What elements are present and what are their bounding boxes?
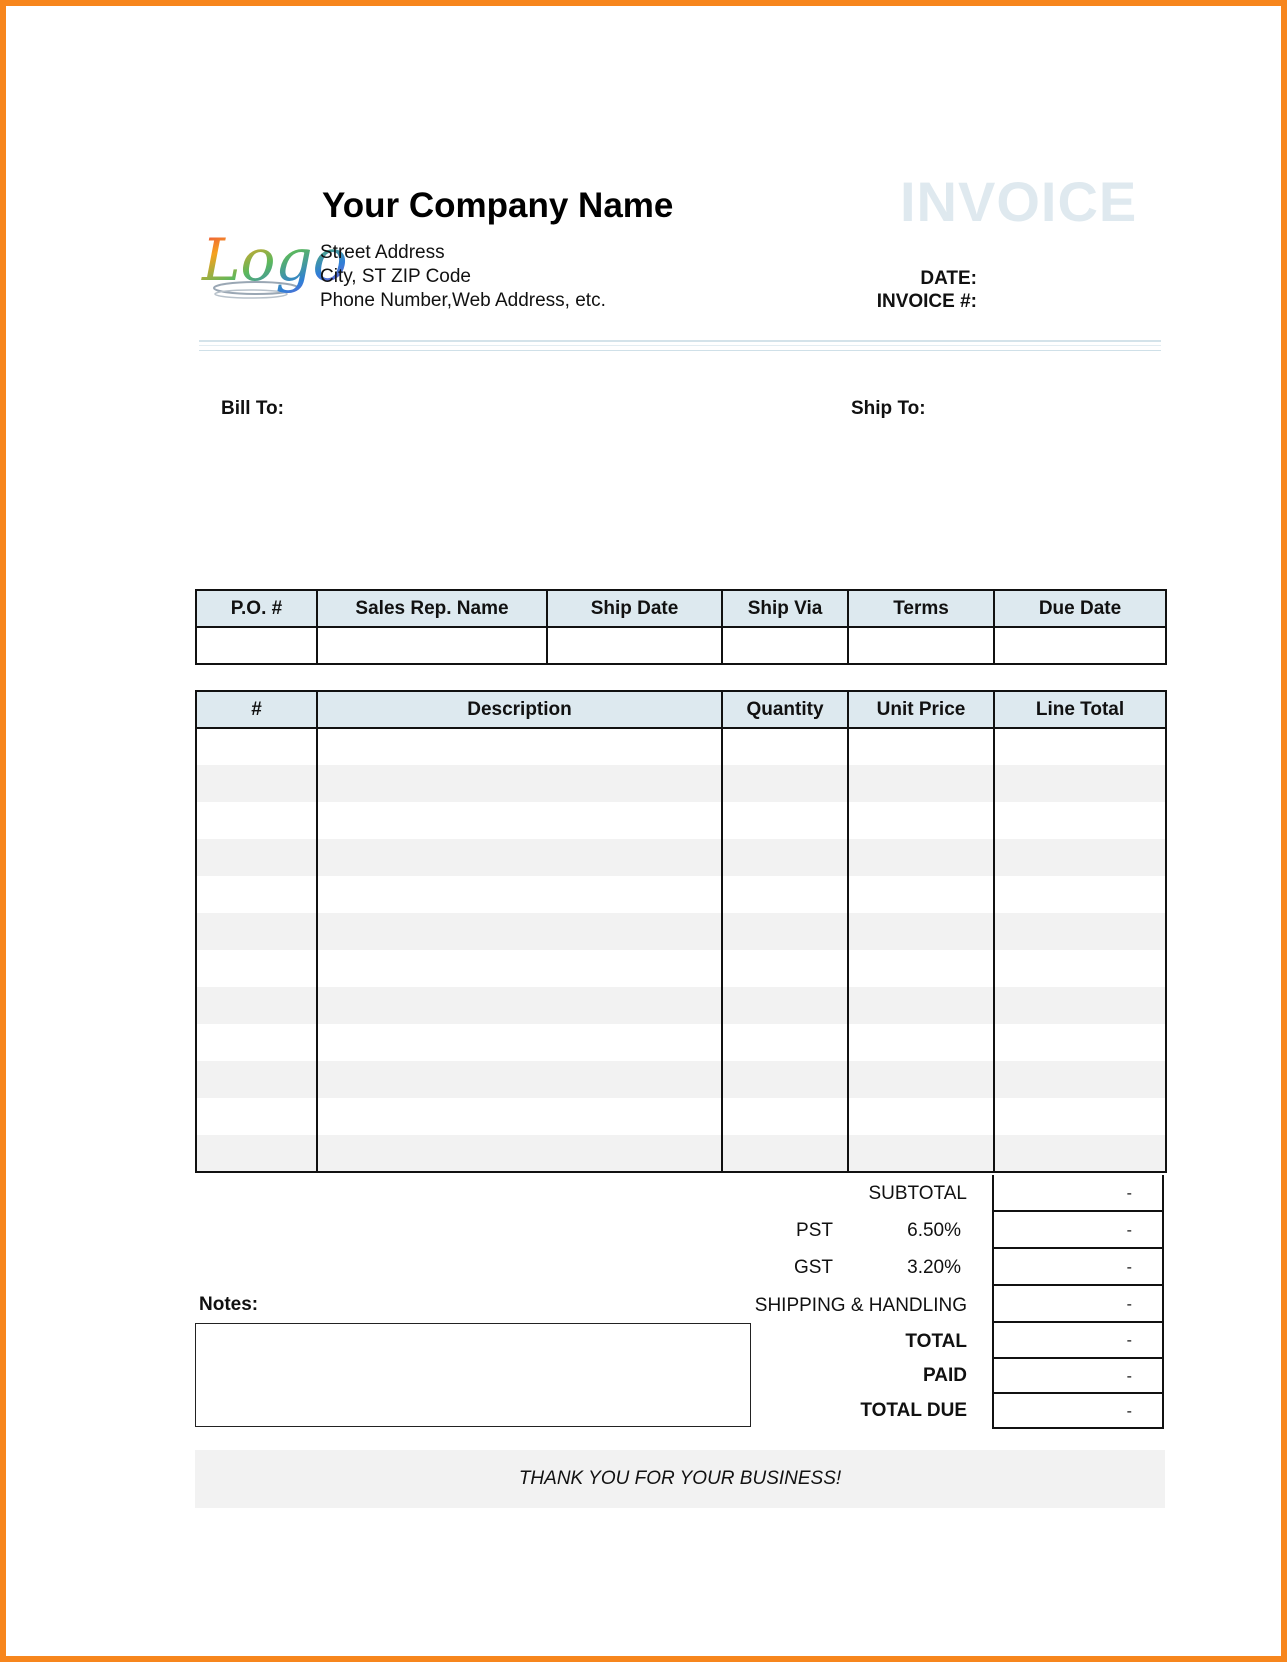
item-number-cell[interactable] xyxy=(196,1024,317,1061)
header-divider xyxy=(199,340,1161,342)
header-po-number: P.O. # xyxy=(196,590,317,627)
quantity-cell[interactable] xyxy=(722,1135,848,1172)
svg-text:Logo: Logo xyxy=(202,226,348,294)
quantity-cell[interactable] xyxy=(722,876,848,913)
ship-via-cell[interactable] xyxy=(722,627,848,664)
description-cell[interactable] xyxy=(317,728,722,765)
quantity-cell[interactable] xyxy=(722,802,848,839)
quantity-cell[interactable] xyxy=(722,728,848,765)
item-number-cell[interactable] xyxy=(196,987,317,1024)
table-row xyxy=(196,1135,1166,1172)
invoice-number-label: INVOICE #: xyxy=(876,291,977,312)
item-number-cell[interactable] xyxy=(196,802,317,839)
item-number-cell[interactable] xyxy=(196,913,317,950)
header-divider-thin xyxy=(199,350,1161,351)
item-number-cell[interactable] xyxy=(196,839,317,876)
header-due-date: Due Date xyxy=(994,590,1166,627)
line-total-cell[interactable] xyxy=(994,1061,1166,1098)
item-rows xyxy=(196,728,1166,1172)
header-ship-date: Ship Date xyxy=(547,590,722,627)
line-total-cell[interactable] xyxy=(994,1135,1166,1172)
table-row xyxy=(196,1098,1166,1135)
description-cell[interactable] xyxy=(317,1135,722,1172)
header-unit-price: Unit Price xyxy=(848,691,994,728)
item-number-cell[interactable] xyxy=(196,950,317,987)
ship-date-cell[interactable] xyxy=(547,627,722,664)
total-due-value: - xyxy=(992,1394,1164,1429)
subtotal-label: SUBTOTAL xyxy=(868,1183,967,1204)
date-label: DATE: xyxy=(920,268,977,289)
line-total-cell[interactable] xyxy=(994,1024,1166,1061)
total-label: TOTAL xyxy=(905,1331,967,1352)
unit-price-cell[interactable] xyxy=(848,802,994,839)
shipping-label: SHIPPING & HANDLING xyxy=(754,1295,967,1316)
pst-rate: 6.50% xyxy=(907,1220,961,1241)
order-info-table xyxy=(195,589,1167,665)
company-logo-icon xyxy=(196,196,348,308)
paid-value: - xyxy=(992,1359,1164,1394)
invoice-title: INVOICE xyxy=(900,170,1138,233)
contact-info: Phone Number,Web Address, etc. xyxy=(320,290,606,311)
header-terms: Terms xyxy=(848,590,994,627)
table-row xyxy=(196,950,1166,987)
table-row xyxy=(196,1061,1166,1098)
subtotal-value: - xyxy=(992,1175,1164,1212)
gst-label: GST xyxy=(793,1257,833,1278)
table-row xyxy=(196,802,1166,839)
quantity-cell[interactable] xyxy=(722,987,848,1024)
item-number-cell[interactable] xyxy=(196,1061,317,1098)
line-items-table xyxy=(195,690,1167,1173)
notes-label: Notes: xyxy=(199,1294,259,1315)
sales-rep-cell[interactable] xyxy=(317,627,547,664)
shipping-value: - xyxy=(992,1286,1164,1323)
unit-price-cell[interactable] xyxy=(848,1061,994,1098)
unit-price-cell[interactable] xyxy=(848,1098,994,1135)
description-cell[interactable] xyxy=(317,765,722,802)
unit-price-cell[interactable] xyxy=(848,913,994,950)
total-value: - xyxy=(992,1323,1164,1359)
unit-price-cell[interactable] xyxy=(848,987,994,1024)
item-number-cell[interactable] xyxy=(196,876,317,913)
unit-price-cell[interactable] xyxy=(848,765,994,802)
thank-you-bar xyxy=(195,1450,1165,1508)
quantity-cell[interactable] xyxy=(722,913,848,950)
description-cell[interactable] xyxy=(317,1061,722,1098)
po-number-cell[interactable] xyxy=(196,627,317,664)
paid-label: PAID xyxy=(923,1365,967,1386)
header-description: Description xyxy=(317,691,722,728)
description-cell[interactable] xyxy=(317,913,722,950)
item-number-cell[interactable] xyxy=(196,1135,317,1172)
table-row xyxy=(196,839,1166,876)
line-total-cell[interactable] xyxy=(994,839,1166,876)
gst-rate: 3.20% xyxy=(907,1257,961,1278)
description-cell[interactable] xyxy=(317,1098,722,1135)
pst-value: - xyxy=(992,1212,1164,1249)
pst-label: PST xyxy=(796,1220,833,1241)
unit-price-cell[interactable] xyxy=(848,839,994,876)
unit-price-cell[interactable] xyxy=(848,1024,994,1061)
description-cell[interactable] xyxy=(317,987,722,1024)
total-due-label: TOTAL DUE xyxy=(860,1400,967,1421)
unit-price-cell[interactable] xyxy=(848,950,994,987)
notes-box[interactable] xyxy=(195,1323,751,1427)
description-cell[interactable] xyxy=(317,802,722,839)
header-sales-rep: Sales Rep. Name xyxy=(317,590,547,627)
thank-you-message: THANK YOU FOR YOUR BUSINESS! xyxy=(518,1468,842,1489)
table-row xyxy=(196,913,1166,950)
unit-price-cell[interactable] xyxy=(848,876,994,913)
line-total-cell[interactable] xyxy=(994,1098,1166,1135)
quantity-cell[interactable] xyxy=(722,1061,848,1098)
gst-value: - xyxy=(992,1249,1164,1286)
table-row xyxy=(196,987,1166,1024)
quantity-cell[interactable] xyxy=(722,1024,848,1061)
description-cell[interactable] xyxy=(317,950,722,987)
header-divider-thin xyxy=(199,345,1161,346)
quantity-cell[interactable] xyxy=(722,1098,848,1135)
unit-price-cell[interactable] xyxy=(848,1135,994,1172)
header-line-total: Line Total xyxy=(994,691,1166,728)
bill-to-label: Bill To: xyxy=(221,398,284,419)
unit-price-cell[interactable] xyxy=(848,728,994,765)
item-number-cell[interactable] xyxy=(196,1098,317,1135)
line-total-cell[interactable] xyxy=(994,802,1166,839)
terms-cell[interactable] xyxy=(848,627,994,664)
line-total-cell[interactable] xyxy=(994,913,1166,950)
table-row xyxy=(196,1024,1166,1061)
quantity-cell[interactable] xyxy=(722,950,848,987)
line-total-cell[interactable] xyxy=(994,765,1166,802)
line-total-cell[interactable] xyxy=(994,950,1166,987)
line-total-cell[interactable] xyxy=(994,728,1166,765)
table-row xyxy=(196,765,1166,802)
header-quantity: Quantity xyxy=(722,691,848,728)
quantity-cell[interactable] xyxy=(722,765,848,802)
quantity-cell[interactable] xyxy=(722,839,848,876)
description-cell[interactable] xyxy=(317,876,722,913)
due-date-cell[interactable] xyxy=(994,627,1166,664)
line-total-cell[interactable] xyxy=(994,876,1166,913)
street-address: Street Address xyxy=(320,242,445,263)
table-row xyxy=(196,728,1166,765)
company-name: Your Company Name xyxy=(322,186,674,225)
city-state-zip: City, ST ZIP Code xyxy=(320,266,471,287)
header-item-number: # xyxy=(196,691,317,728)
table-row xyxy=(196,876,1166,913)
description-cell[interactable] xyxy=(317,839,722,876)
ship-to-label: Ship To: xyxy=(851,398,926,419)
item-number-cell[interactable] xyxy=(196,765,317,802)
description-cell[interactable] xyxy=(317,1024,722,1061)
line-total-cell[interactable] xyxy=(994,987,1166,1024)
header-ship-via: Ship Via xyxy=(722,590,848,627)
item-number-cell[interactable] xyxy=(196,728,317,765)
